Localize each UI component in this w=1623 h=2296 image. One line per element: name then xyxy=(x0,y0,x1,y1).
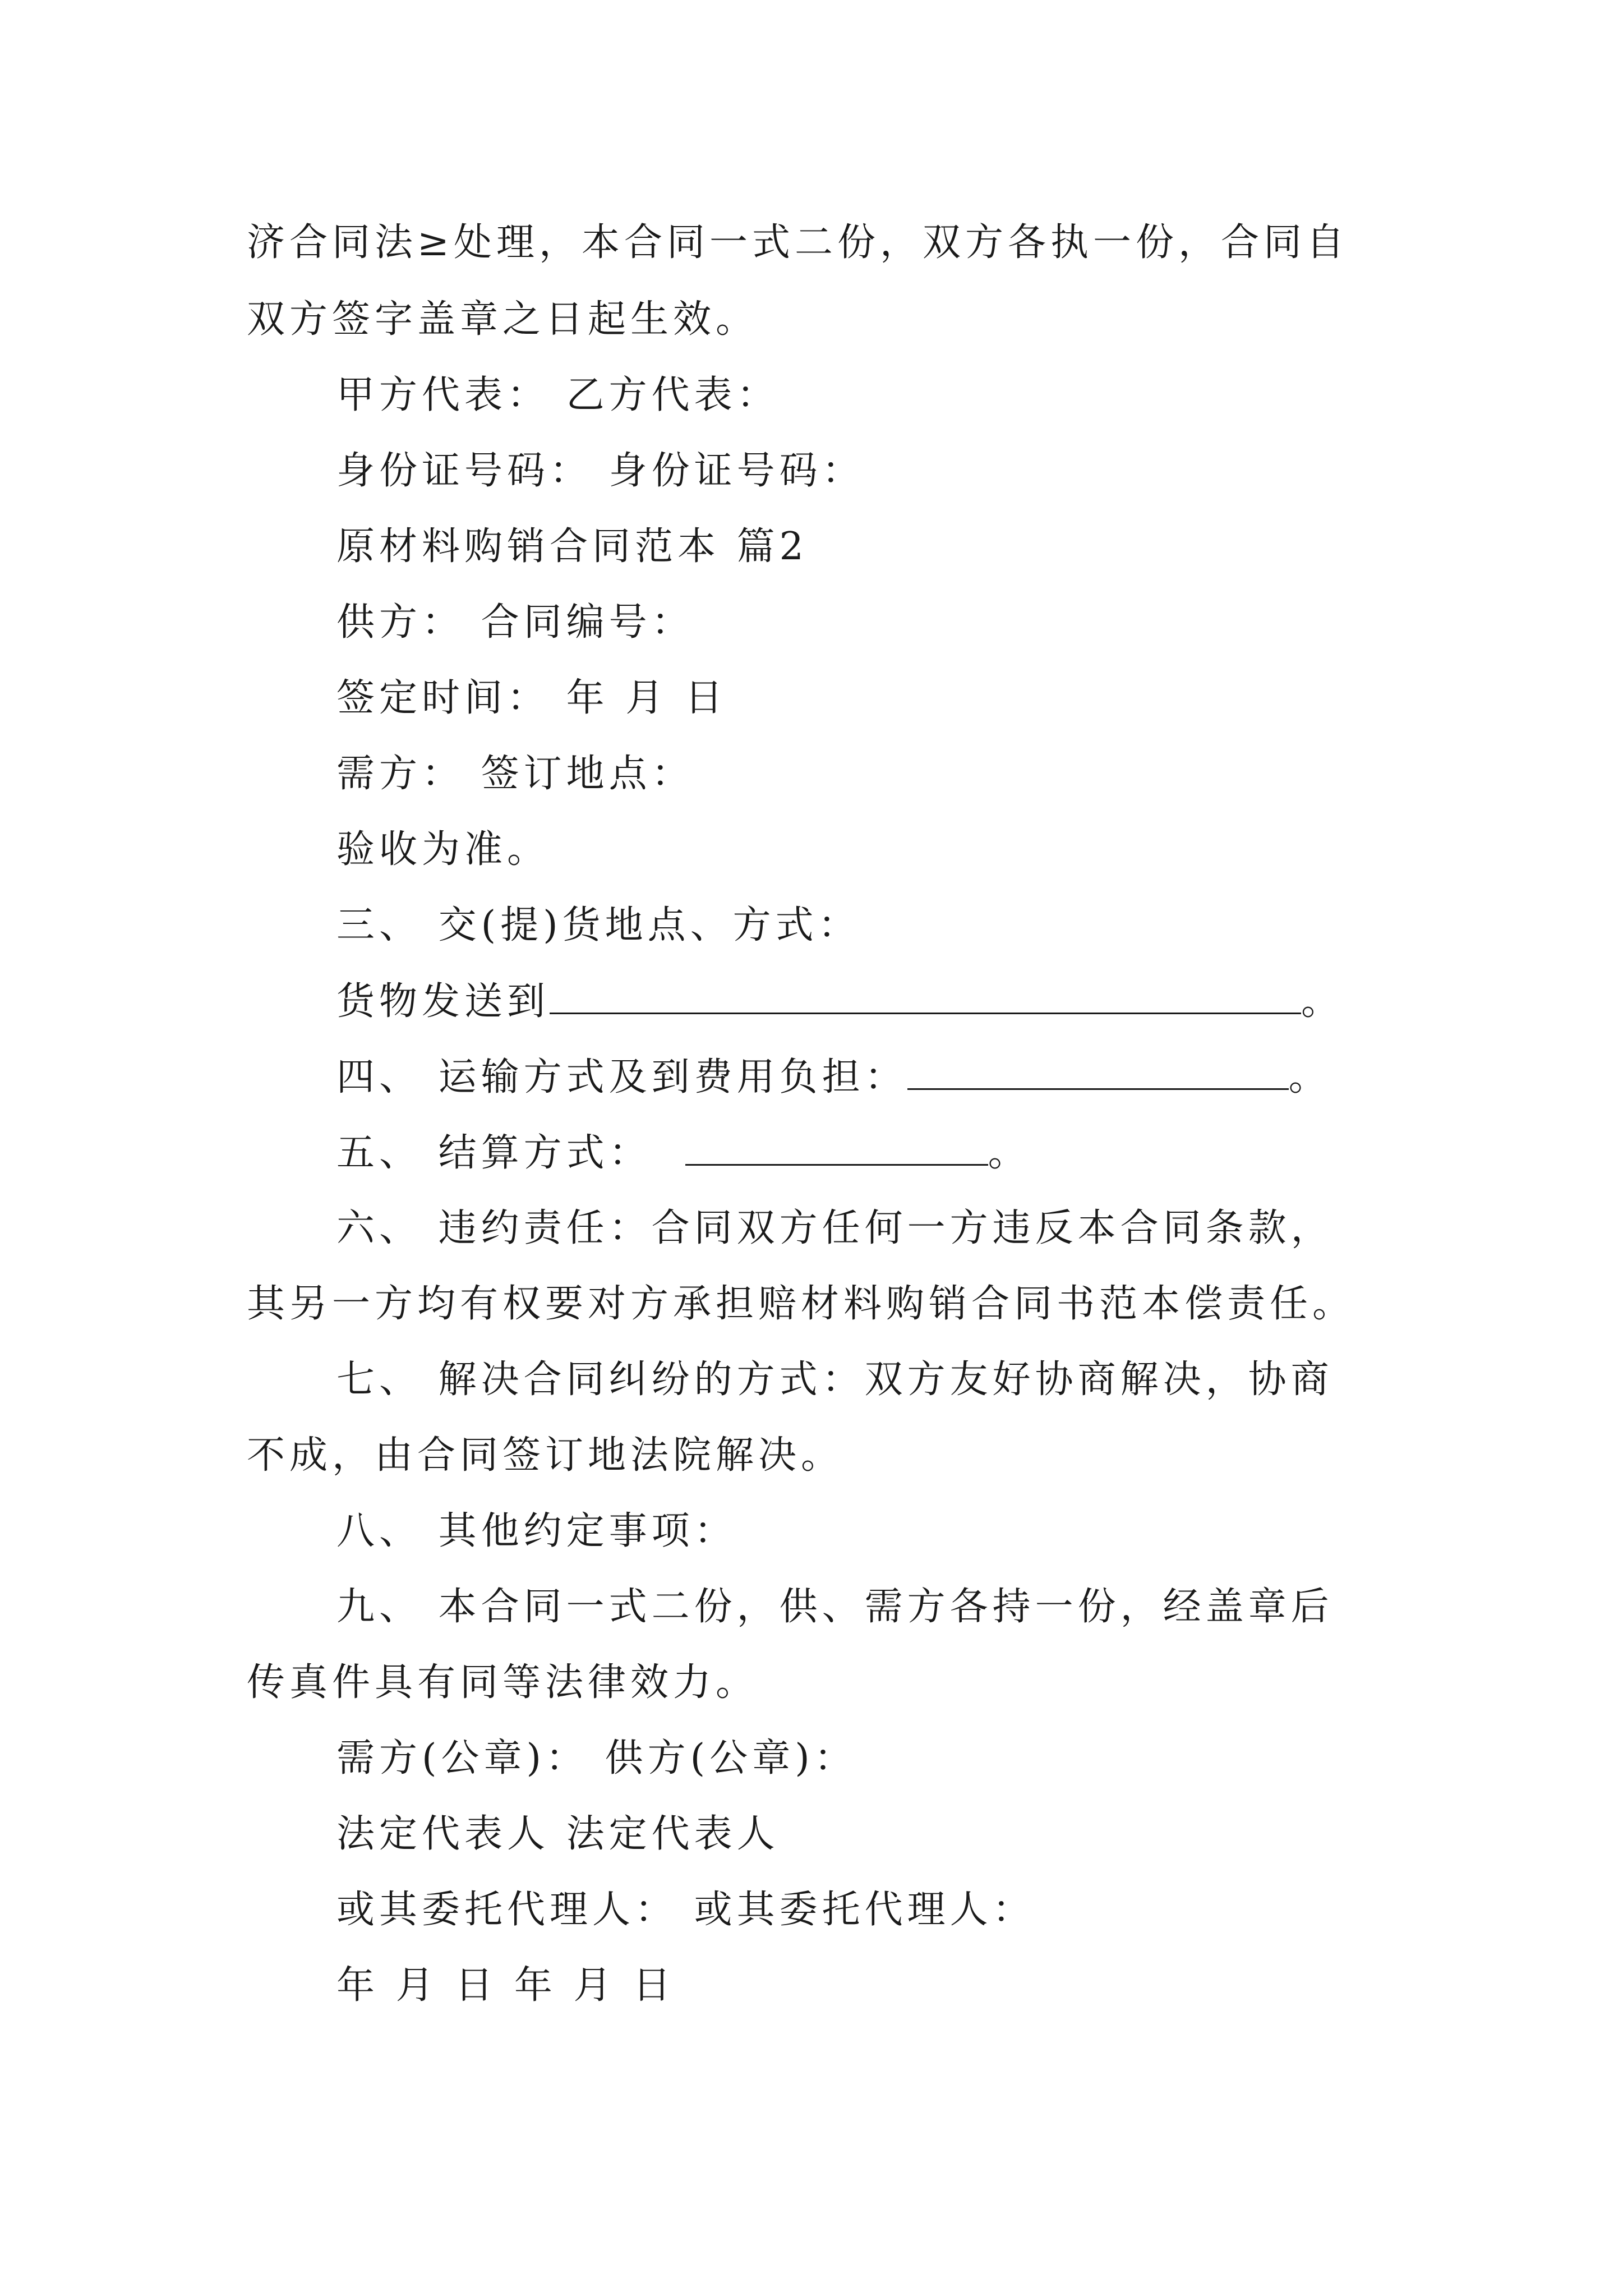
line-end: 。 xyxy=(1301,979,1344,1024)
text-line: 身份证号码： 身份证号码： xyxy=(336,449,865,493)
text-line: 济合同法≥处理，本合同一式二份，双方各执一份，合同自 xyxy=(247,220,1349,265)
text-line: 甲方代表： 乙方代表： xyxy=(336,373,780,417)
text-line: 传真件具有同等法律效力。 xyxy=(247,1660,759,1705)
text-line-with-blank xyxy=(336,1055,1331,1100)
signature-line: 或其委托代理人： 或其委托代理人： xyxy=(336,1888,1035,1932)
signature-line: 需方(公章)： 供方(公章)： xyxy=(336,1736,857,1780)
text-line: 双方签字盖章之日起生效。 xyxy=(247,297,759,342)
text-line: 七、 解决合同纠纷的方式：双方友好协商解决，协商 xyxy=(336,1358,1334,1402)
line-end: 。 xyxy=(1288,1055,1331,1099)
line-label: 货物发送到 xyxy=(336,979,550,1024)
fill-in-blank xyxy=(550,979,1301,1014)
line-label: 五、 结算方式： xyxy=(336,1131,652,1175)
fill-in-blank xyxy=(685,1130,988,1166)
text-line: 签定时间： 年 月 日 xyxy=(336,676,727,720)
section-heading: 原材料购销合同范本 篇2 xyxy=(336,524,808,569)
line-end: 。 xyxy=(988,1131,1031,1175)
text-line: 三、 交(提)货地点、方式： xyxy=(336,903,861,947)
text-line: 供方： 合同编号： xyxy=(336,600,694,645)
fill-in-blank xyxy=(907,1055,1289,1090)
line-label: 四、 运输方式及到费用负担： xyxy=(336,1055,907,1099)
text-line-with-blank xyxy=(336,1130,1031,1176)
text-line: 九、 本合同一式二份，供、需方各持一份，经盖章后 xyxy=(336,1585,1334,1629)
text-line-with-blank xyxy=(336,979,1344,1024)
text-line: 六、 违约责任：合同双方任何一方违反本合同条款， xyxy=(336,1206,1334,1250)
text-line: 验收为准。 xyxy=(336,827,550,872)
text-line: 其另一方均有权要对方承担赔材料购销合同书范本偿责任。 xyxy=(247,1282,1355,1326)
signature-line: 法定代表人 法定代表人 xyxy=(336,1812,780,1856)
date-line: 年 月 日 年 月 日 xyxy=(336,1963,676,2008)
text-line: 需方： 签订地点： xyxy=(336,752,694,796)
text-line: 八、 其他约定事项： xyxy=(336,1509,737,1553)
text-line: 不成，由合同签订地法院解决。 xyxy=(247,1433,844,1478)
